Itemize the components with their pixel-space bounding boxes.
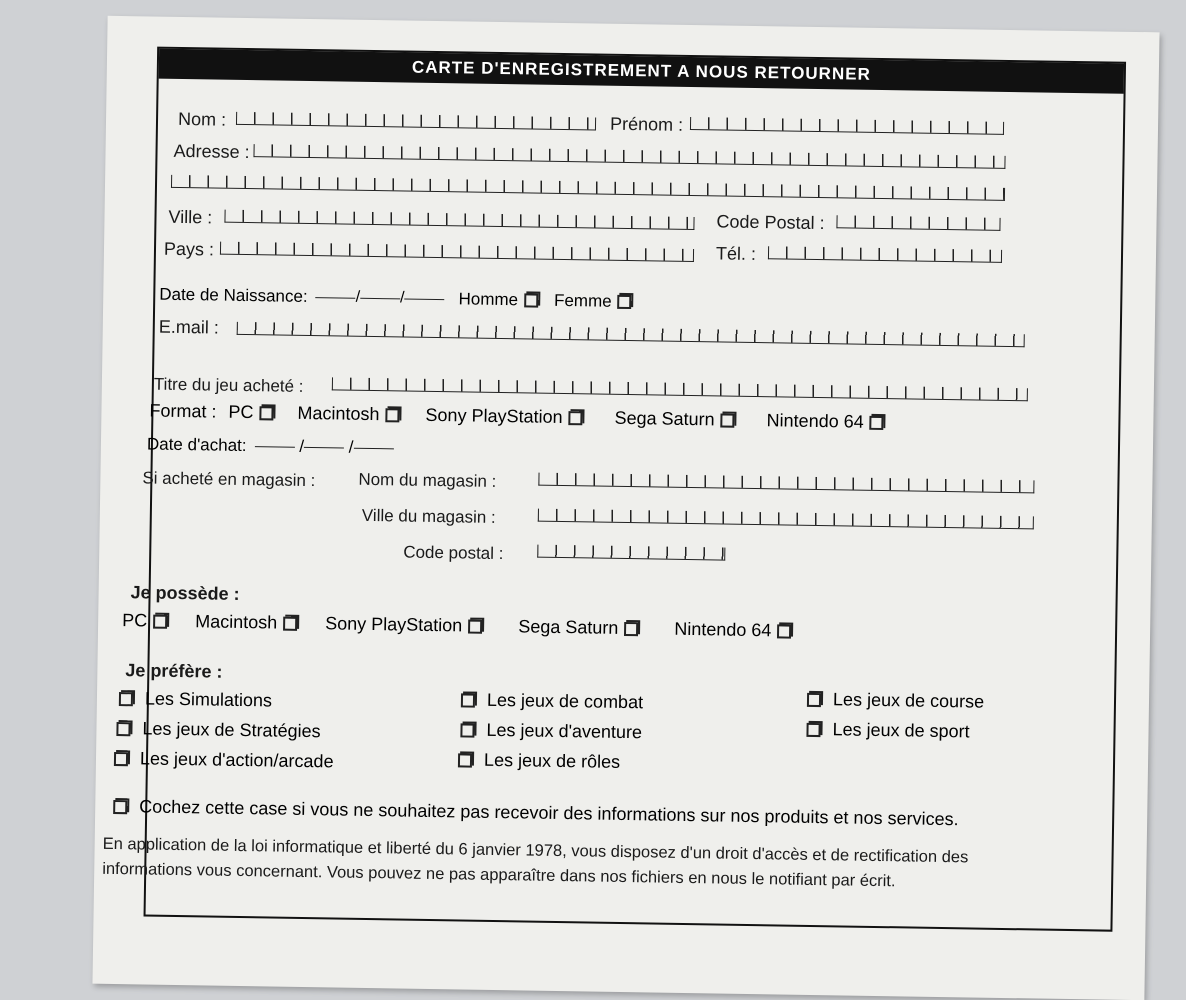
- possede-n64-checkbox[interactable]: [777, 624, 791, 638]
- legal-notice: En application de la loi informatique et liberté du 6 janvier 1978, vous disposez d'un droit d'accès et de rectification des informations vous concernant. Vous pouvez ne pas apparaître dans nos fichiers en nous le notifiant par écrit.: [102, 834, 969, 891]
- format-n64-checkbox[interactable]: [870, 415, 884, 429]
- possede-psx-checkbox[interactable]: [468, 619, 482, 633]
- birth-month-blank[interactable]: [360, 297, 400, 299]
- email-field[interactable]: [237, 322, 1025, 347]
- format-pc-label: PC: [228, 401, 254, 423]
- adresse-field-2[interactable]: [171, 175, 1005, 201]
- code-postal-label: Code Postal :: [716, 211, 825, 234]
- possede-row: [122, 610, 798, 642]
- ville-label: Ville :: [168, 206, 213, 228]
- adresse-field-1[interactable]: [253, 144, 1005, 169]
- pays-label: Pays :: [163, 238, 215, 260]
- pref-strategies-checkbox[interactable]: [116, 722, 130, 736]
- ville-field[interactable]: [224, 210, 694, 230]
- format-saturn-label: Sega Saturn: [614, 407, 715, 430]
- purchase-day-blank[interactable]: [255, 446, 295, 448]
- format-mac-label: Macintosh: [297, 402, 380, 425]
- adresse-label: Adresse :: [173, 140, 250, 163]
- prefere-heading: Je préfère :: [125, 660, 223, 682]
- pref-combat-label: Les jeux de combat: [486, 689, 644, 713]
- code-postal-magasin-label: Code postal :: [403, 542, 504, 564]
- pref-action-label: Les jeux d'action/arcade: [139, 748, 334, 772]
- homme-checkbox[interactable]: [524, 293, 538, 307]
- format-psx-checkbox[interactable]: [568, 411, 582, 425]
- pref-roles-label: Les jeux de rôles: [483, 749, 621, 772]
- date-naissance-label: Date de Naissance:: [159, 284, 308, 306]
- nom-magasin-label: Nom du magasin :: [358, 469, 497, 491]
- form-frame: [102, 47, 1127, 932]
- optout-label: Cochez cette case si vous ne souhaitez pas recevoir des informations sur nos produits et nos services.: [139, 796, 959, 830]
- birth-year-blank[interactable]: [405, 298, 445, 300]
- pref-sport: [800, 719, 969, 743]
- optout-checkbox[interactable]: [113, 799, 127, 813]
- nom-label: Nom :: [177, 108, 227, 130]
- format-row: [149, 401, 890, 434]
- possede-mac-label: Macintosh: [195, 611, 278, 633]
- pref-aventure-checkbox[interactable]: [460, 723, 474, 737]
- purchase-date-row: Date d'achat: / /: [147, 434, 394, 458]
- possede-psx-label: Sony PlayStation: [325, 613, 463, 636]
- purchase-year-blank[interactable]: [353, 447, 393, 449]
- format-mac-checkbox[interactable]: [385, 408, 399, 422]
- birth-date-row: Date de Naissance: / / Homme Femme: [159, 285, 638, 313]
- pays-field[interactable]: [220, 242, 694, 262]
- prenom-label: Prénom :: [609, 113, 684, 135]
- format-pc-checkbox[interactable]: [259, 406, 273, 420]
- pref-strategies: [110, 718, 320, 742]
- pref-action-checkbox[interactable]: [114, 751, 128, 765]
- titre-jeu-field[interactable]: [332, 377, 1028, 401]
- pref-combat: [455, 689, 643, 713]
- possede-saturn-label: Sega Saturn: [518, 616, 619, 638]
- pref-aventure-label: Les jeux d'aventure: [486, 719, 643, 743]
- prenom-field[interactable]: [690, 117, 1004, 135]
- code-postal-field[interactable]: [836, 215, 1000, 231]
- ville-magasin-field[interactable]: [538, 509, 1034, 530]
- pref-course: [801, 689, 984, 713]
- registration-card: [92, 16, 1159, 1000]
- possede-mac-checkbox[interactable]: [283, 616, 297, 630]
- email-label: E.mail :: [158, 316, 219, 338]
- ville-magasin-label: Ville du magasin :: [361, 505, 496, 527]
- possede-n64-label: Nintendo 64: [674, 618, 772, 641]
- nom-field[interactable]: [236, 112, 596, 131]
- format-saturn-checkbox[interactable]: [721, 413, 735, 427]
- pref-aventure: [454, 719, 642, 743]
- tel-label: Tél. :: [715, 243, 757, 265]
- possede-heading: Je possède :: [130, 582, 240, 604]
- format-psx-label: Sony PlayStation: [425, 404, 563, 427]
- pref-sport-label: Les jeux de sport: [832, 719, 970, 742]
- pref-roles-checkbox[interactable]: [458, 753, 472, 767]
- titre-jeu-label: Titre du jeu acheté :: [153, 374, 304, 396]
- possede-pc-label: PC: [122, 610, 148, 631]
- pref-sport-checkbox[interactable]: [806, 722, 820, 736]
- possede-pc-checkbox[interactable]: [153, 614, 167, 628]
- code-postal-magasin-field[interactable]: [537, 545, 725, 561]
- tel-field[interactable]: [768, 246, 1002, 263]
- femme-label: Femme: [553, 290, 612, 311]
- femme-checkbox[interactable]: [618, 295, 632, 309]
- format-label: Format :: [149, 400, 217, 422]
- purchase-month-blank[interactable]: [304, 446, 344, 448]
- nom-magasin-field[interactable]: [538, 473, 1034, 494]
- pref-strategies-label: Les jeux de Stratégies: [142, 718, 321, 742]
- pref-simulations: [113, 688, 272, 711]
- pref-roles: [452, 749, 620, 773]
- pref-action: [108, 748, 334, 773]
- pref-combat-checkbox[interactable]: [461, 693, 475, 707]
- pref-course-checkbox[interactable]: [807, 692, 821, 706]
- format-n64-label: Nintendo 64: [766, 410, 864, 432]
- possede-saturn-checkbox[interactable]: [624, 621, 638, 635]
- pref-simulations-checkbox[interactable]: [119, 692, 133, 706]
- si-achete-label: Si acheté en magasin :: [142, 468, 316, 491]
- optout-row: [107, 796, 959, 830]
- pref-simulations-label: Les Simulations: [144, 688, 273, 711]
- date-achat-label: Date d'achat:: [146, 434, 247, 456]
- card-title: CARTE D'ENREGISTREMENT A NOUS RETOURNER: [159, 49, 1124, 94]
- birth-day-blank[interactable]: [316, 297, 356, 299]
- pref-course-label: Les jeux de course: [832, 689, 985, 712]
- homme-label: Homme: [458, 289, 519, 310]
